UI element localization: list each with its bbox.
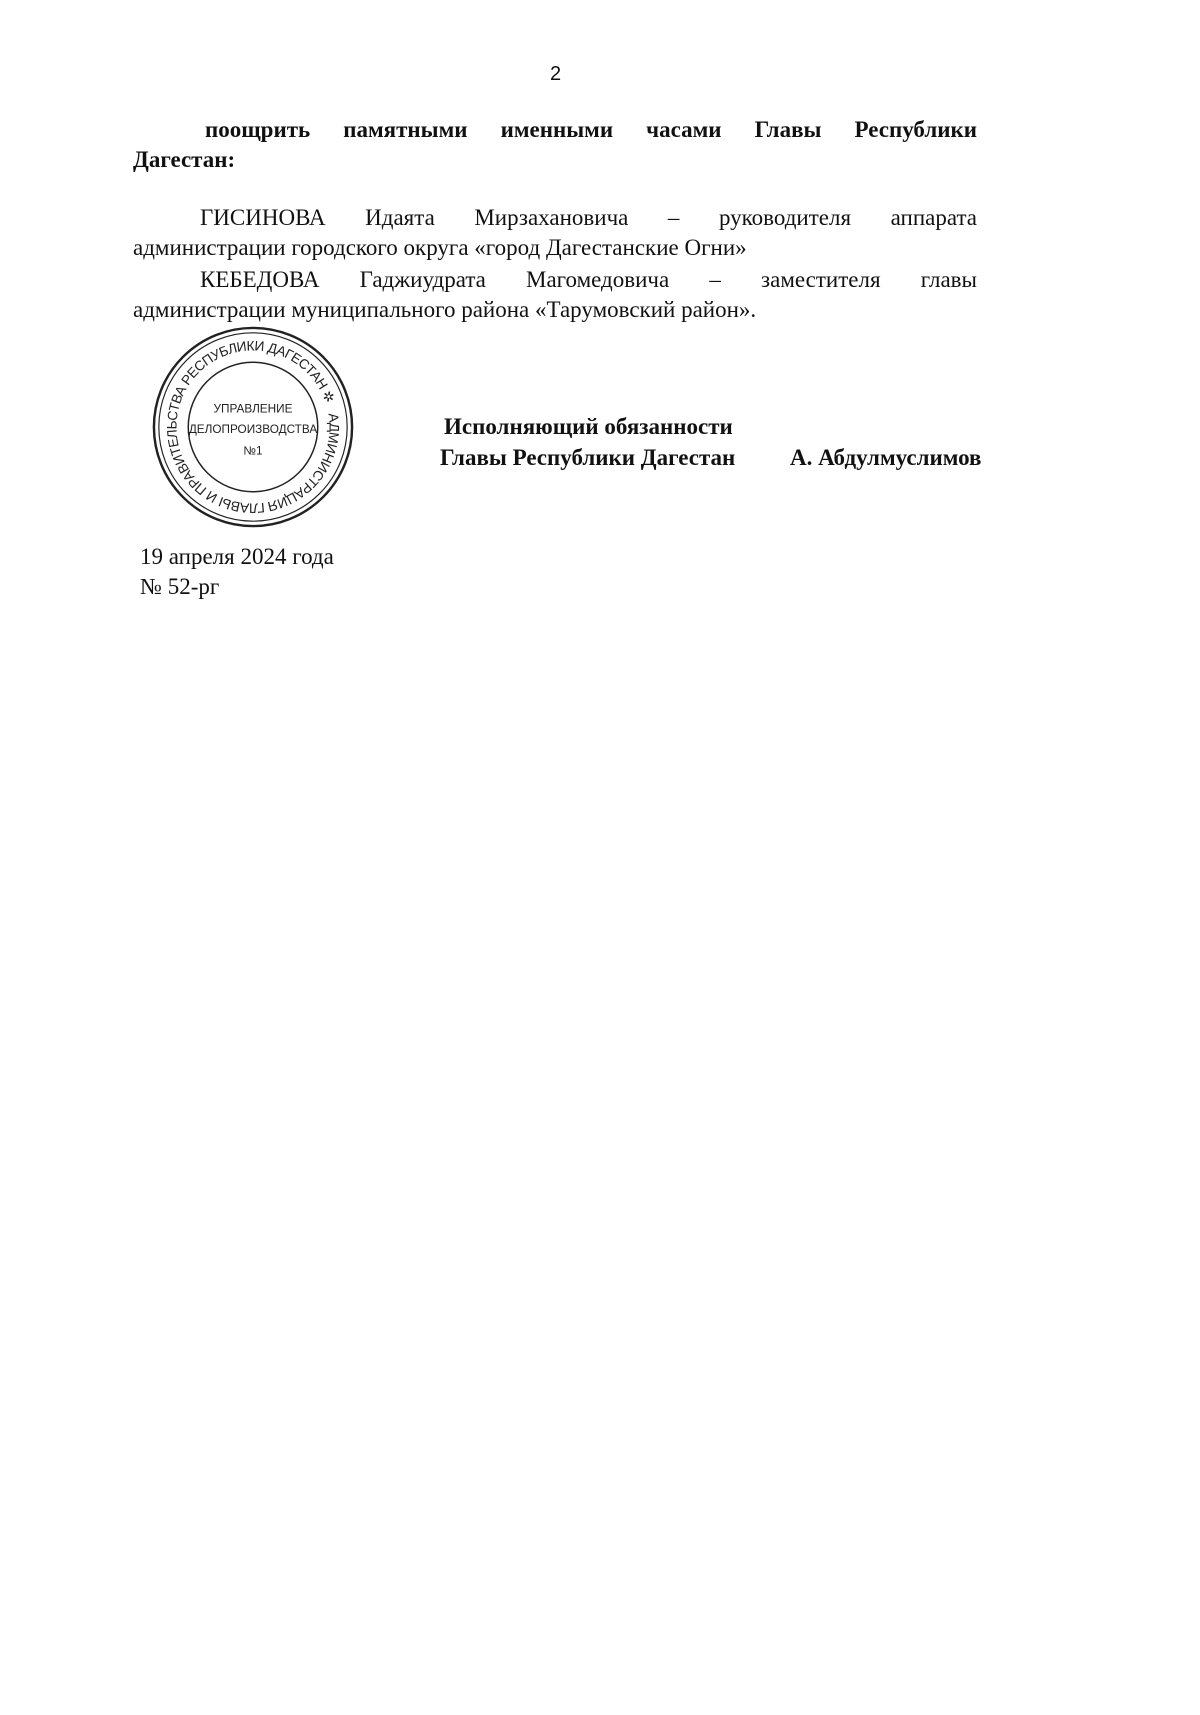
awardee-2-line-1: КЕБЕДОВА Гаджиудрата Магомедовича – заместителя главы: [200, 267, 977, 292]
awardee-1-line-1: ГИСИНОВА Идаята Мирзахановича – руководителя аппарата: [200, 205, 977, 230]
official-stamp: [150, 324, 356, 530]
stamp-center-3: №1: [243, 444, 263, 458]
signature-position-line-2: Главы Республики Дагестан: [440, 445, 736, 470]
signature-position-line-1: Исполняющий обязанности: [444, 414, 733, 439]
stamp-ring-text: АДМИНИСТРАЦИЯ ГЛАВЫ И ПРАВИТЕЛЬСТВА РЕСПУБЛИКИ ДАГЕСТАН ✲: [164, 338, 342, 516]
intro-line-2: Дагестан:: [133, 147, 236, 172]
document-number: № 52-рг: [140, 574, 220, 599]
page-number: 2: [550, 63, 562, 85]
stamp-center-2: ДЕЛОПРОИЗВОДСТВА: [188, 422, 318, 436]
signatory-name: А. Абдулмуслимов: [790, 445, 982, 470]
awardee-2-line-2: администрации муниципального района «Тарумовский район».: [133, 297, 757, 322]
stamp-center-1: УПРАВЛЕНИЕ: [213, 402, 293, 416]
document-date: 19 апреля 2024 года: [140, 544, 334, 569]
awardee-1-line-2: администрации городского округа «город Дагестанские Огни»: [133, 235, 747, 260]
intro-line-1: поощрить памятными именными часами Главы Республики: [205, 117, 977, 142]
